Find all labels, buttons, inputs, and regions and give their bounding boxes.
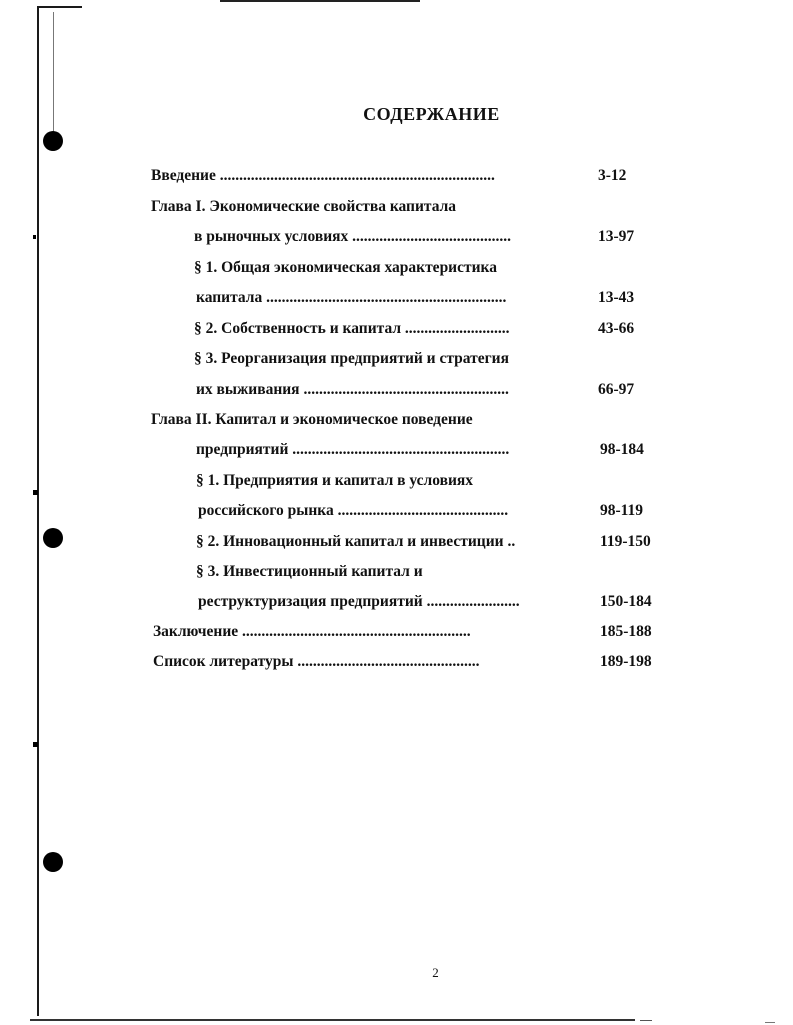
- punch-hole-icon: [43, 528, 63, 548]
- toc-entry-text: их выживания .....................................................: [196, 381, 509, 398]
- toc-entry-pages: 3-12: [598, 167, 627, 184]
- toc-entry-text: в рыночных условиях .........................................: [194, 228, 512, 245]
- scan-top-line: [220, 0, 420, 2]
- toc-entry-text: Глава I. Экономические свойства капитала: [151, 198, 457, 215]
- scan-bottom-line: [30, 1019, 635, 1021]
- toc-entry-text: § 1. Предприятия и капитал в условиях: [196, 472, 474, 489]
- toc-entry-text: предприятий ........................................................: [196, 441, 510, 458]
- toc-entry-text: Список литературы ...............................................: [153, 653, 480, 670]
- toc-entry-pages: 189-198: [600, 653, 652, 670]
- toc-entry-pages: 13-43: [598, 289, 635, 306]
- toc-entry-pages: 13-97: [598, 228, 635, 245]
- toc-entry-pages: 185-188: [600, 623, 652, 640]
- toc-entry-text: § 3. Инвестиционный капитал и: [196, 563, 423, 580]
- scan-corner-line: [37, 6, 82, 8]
- page-title: СОДЕРЖАНИЕ: [363, 104, 500, 124]
- toc-entry-text: § 2. Инновационный капитал и инвестиции ..: [196, 533, 516, 550]
- toc-entry-pages: 98-119: [600, 502, 644, 519]
- scan-left-border: [37, 6, 39, 1016]
- scan-bottom-dash: [640, 1020, 652, 1021]
- toc-entry-text: российского рынка ............................................: [198, 502, 509, 519]
- punch-hole-icon: [43, 852, 63, 872]
- toc-entry-pages: 119-150: [600, 533, 651, 550]
- toc-entry-pages: 98-184: [600, 441, 644, 458]
- toc-entry-text: Заключение ...........................................................: [153, 623, 471, 640]
- toc-entry-pages: 150-184: [600, 593, 652, 610]
- toc-entry-text: § 2. Собственность и капитал ...........................: [194, 320, 510, 337]
- scan-tick-mark: [33, 235, 36, 239]
- punch-hole-icon: [43, 131, 63, 151]
- toc-entry-text: § 3. Реорганизация предприятий и стратегия: [194, 350, 509, 367]
- scan-tick-mark: [33, 742, 38, 747]
- scan-tick-mark: [33, 490, 38, 495]
- toc-entry-text: § 1. Общая экономическая характеристика: [194, 259, 497, 276]
- toc-entry-text: реструктуризация предприятий ........................: [198, 593, 520, 610]
- toc-entry-text: Глава II. Капитал и экономическое поведение: [151, 411, 473, 428]
- toc-entry-pages: 43-66: [598, 320, 635, 337]
- page-number: 2: [432, 965, 439, 980]
- toc-entry-text: капитала ..............................................................: [196, 289, 507, 306]
- toc-entry-pages: 66-97: [598, 381, 635, 398]
- scan-bottom-dash: [765, 1022, 775, 1023]
- toc-entry-text: Введение .......................................................................: [151, 167, 495, 184]
